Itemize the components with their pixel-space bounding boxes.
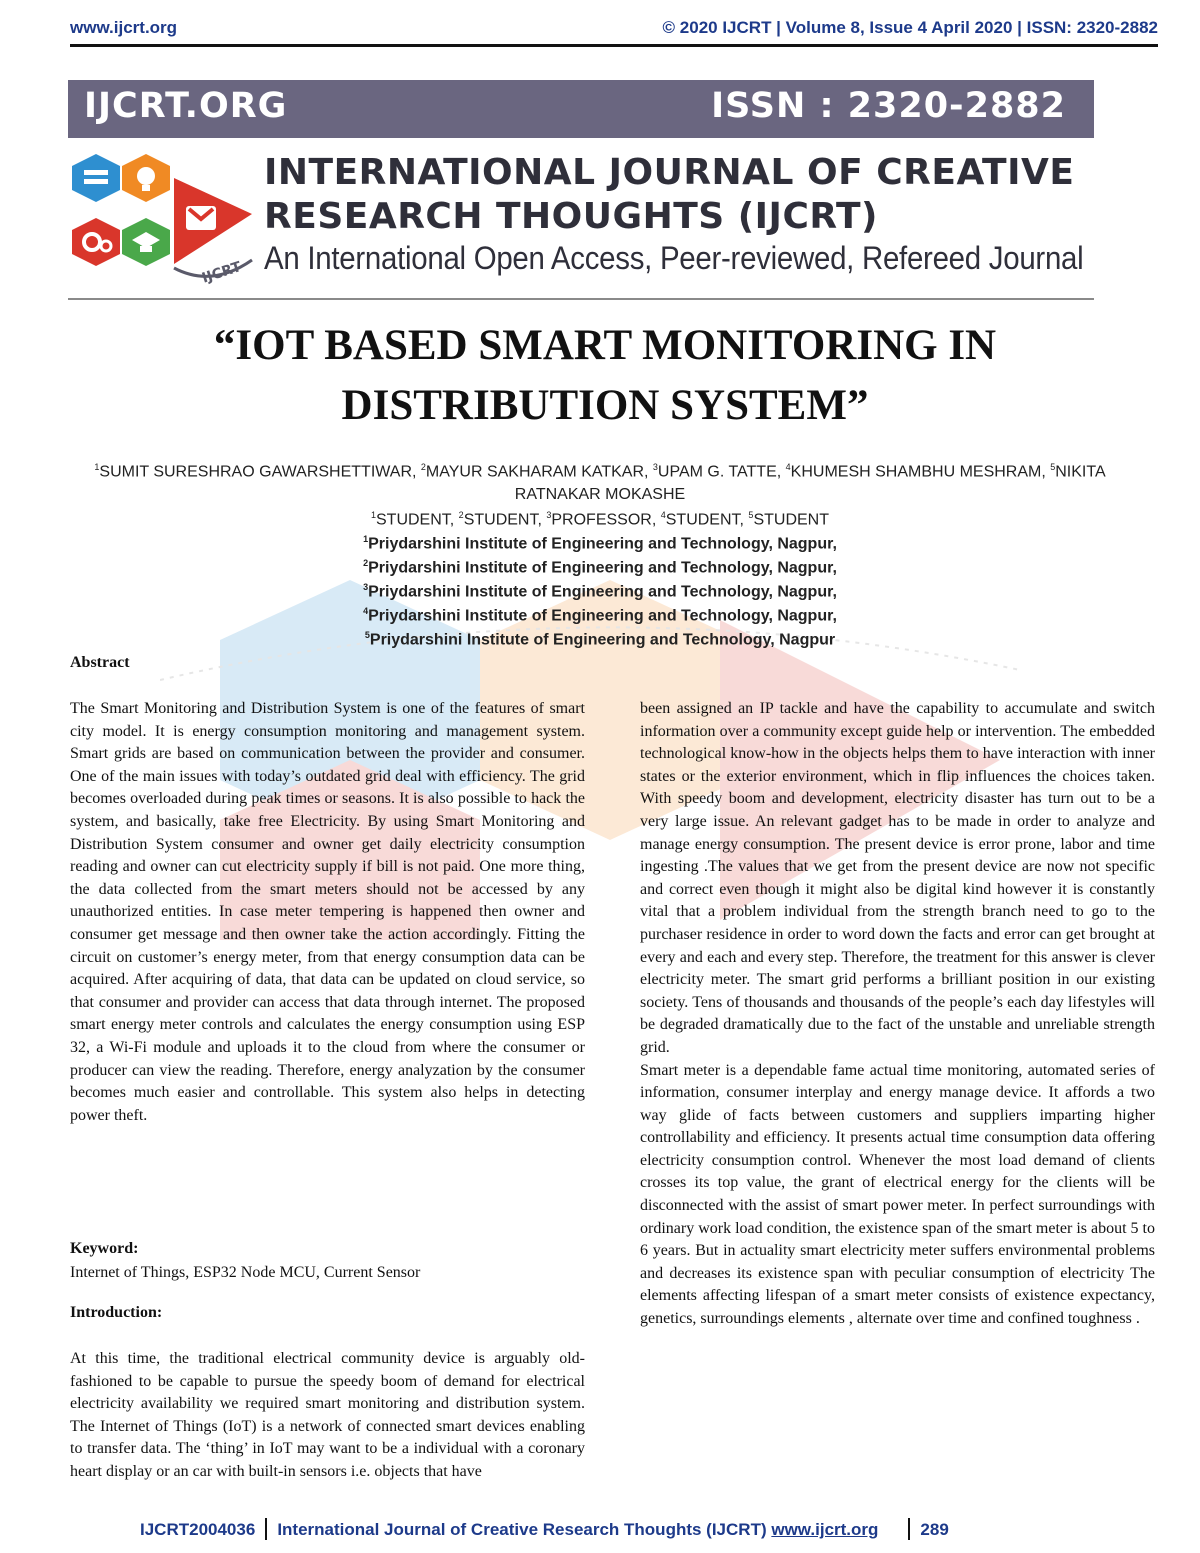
author-affiliation xyxy=(0,606,1200,625)
affiliation-number: 4 xyxy=(363,606,369,616)
author-role: STUDENT, xyxy=(665,511,749,529)
affiliation-text: Priydarshini Institute of Engineering and Technology, Nagpur, xyxy=(368,559,837,577)
author-name: UPAM G. TATTE, xyxy=(657,463,786,481)
footer-page-number: 289 xyxy=(920,1520,949,1539)
author-affiliation xyxy=(0,582,1200,601)
introduction-heading: Introduction: xyxy=(70,1304,163,1321)
page-footer xyxy=(140,1518,949,1540)
author-list xyxy=(0,462,1200,481)
affiliation-text: Priydarshini Institute of Engineering and Technology, Nagpur, xyxy=(368,535,837,553)
journal-name-line-1: INTERNATIONAL JOURNAL OF CREATIVE xyxy=(264,152,1075,193)
affiliation-number: 1 xyxy=(363,534,369,544)
journal-tagline: An International Open Access, Peer-reviewed, Refereed Journal xyxy=(264,240,1084,276)
author-number: 2 xyxy=(420,462,426,472)
header-site-url[interactable]: www.ijcrt.org xyxy=(70,18,178,37)
ijcrt-logo-icon xyxy=(62,148,262,288)
journal-name-line-2: RESEARCH THOUGHTS (IJCRT) xyxy=(264,196,878,237)
affiliation-text: Priydarshini Institute of Engineering and Technology, Nagpur, xyxy=(368,607,837,625)
smart-meter-paragraph: Smart meter is a dependable fame actual time monitoring, automated series of information, consumer interplay and energy manage device. It affords a two way glide of facts between customers and suppliers imparting higher controllability and efficiency. It presents actual time consumption data offering electricity consumption control. Whenever the most load demand of clients crosses its top value, the grant of electrical energy for the clients will be disconnected with the assist of smart power meter. In perfect surroundings with ordinary work load condition, the existence span of the smart meter is about 5 to 6 years. But in actuality smart electricity meter suffers environmental problems and decreases its existence span with peculiar consumption of electricity The elements affecting lifespan of a smart meter consists of existence expectancy, genetics, surroundings elements , alternate over time and confined toughness . xyxy=(640,1061,1155,1328)
author-name: NIKITA xyxy=(1055,463,1106,481)
author-role: STUDENT, xyxy=(463,511,547,529)
introduction-paragraph: At this time, the traditional electrical community device is arguably old-fashioned to be capable to pursue the speedy boom of demand for electrical electricity availability we required smart monitoring and distribution system. The Internet of Things (IoT) is a network of connected smart devices enabling to transfer data. The ‘thing’ in IoT may want to be a individual with a coronary heart display or an car with built-in sensors i.e. objects that have xyxy=(70,1350,585,1480)
footer-separator xyxy=(908,1518,910,1540)
author-number: 5 xyxy=(1050,462,1056,472)
affiliation-number: 2 xyxy=(363,558,369,568)
footer-journal-name: International Journal of Creative Research Thoughts (IJCRT) xyxy=(277,1520,767,1539)
role-number: 2 xyxy=(458,510,464,520)
footer-article-code: IJCRT2004036 xyxy=(140,1520,256,1539)
footer-separator xyxy=(265,1518,267,1540)
affiliation-number: 5 xyxy=(364,630,370,640)
banner-issn: ISSN : 2320-2882 xyxy=(711,86,1066,126)
author-affiliation xyxy=(0,558,1200,577)
author-name: KHUMESH SHAMBHU MESHRAM, xyxy=(790,463,1051,481)
author-affiliation xyxy=(0,630,1200,649)
paper-title xyxy=(0,316,1200,436)
author-role: PROFESSOR, xyxy=(551,511,661,529)
author-roles xyxy=(0,510,1200,529)
author-number: 4 xyxy=(785,462,791,472)
introduction-body-right xyxy=(640,698,1155,1331)
author-number: 1 xyxy=(94,462,100,472)
paper-title-line-2: DISTRIBUTION SYSTEM” xyxy=(341,382,869,429)
header-rule xyxy=(70,44,1158,47)
affiliation-text: Priydarshini Institute of Engineering and Technology, Nagpur, xyxy=(368,583,837,601)
introduction-paragraph: been assigned an IP tackle and have the capability to accumulate and switch information over a community except guide help or intervention. The embedded technological know-how in the objects helps them to have interaction with inner states or the exterior environment, which in flip influences the choices taken. With speedy boom and development, electricity disaster has turn out to be a very large issue. An relevant gadget has to be made in order to analyze and manage energy consumption. The present device is error prone, labor and time ingesting .The values that we get from the present device are now not specific and correct even though it might also be digital kind however it is constantly vital that a problem individual from the strength branch need to go to the purchaser residence in order to word down the facts and error can get brought at every and each and every step. Therefore, the treatment for this answer is clever electricity meter. The smart grid performs a brilliant position in our existing society. Tens of thousands and thousands of the people’s each day lifestyles will be degraded dramatically due to the fact of the unstable and unreliable strength grid. xyxy=(640,700,1155,1056)
author-number: 3 xyxy=(652,462,658,472)
author-affiliation xyxy=(0,534,1200,553)
role-number: 5 xyxy=(748,510,754,520)
introduction-body-left xyxy=(70,1348,585,1484)
abstract-body xyxy=(70,698,585,1127)
author-list-continued: RATNAKAR MOKASHE xyxy=(514,486,686,503)
footer-site-link[interactable]: www.ijcrt.org xyxy=(771,1520,879,1539)
role-number: 3 xyxy=(546,510,552,520)
affiliation-text: Priydarshini Institute of Engineering and Technology, Nagpur xyxy=(369,631,836,649)
abstract-heading: Abstract xyxy=(70,654,130,671)
role-number: 1 xyxy=(370,510,376,520)
author-name: MAYUR SAKHARAM KATKAR, xyxy=(425,463,653,481)
author-role: STUDENT xyxy=(753,511,829,529)
author-name: SUMIT SURESHRAO GAWARSHETTIWAR, xyxy=(99,463,421,481)
affiliation-number: 3 xyxy=(363,582,369,592)
keyword-list: Internet of Things, ESP32 Node MCU, Current Sensor xyxy=(70,1264,421,1281)
masthead-rule xyxy=(68,298,1094,300)
paper-title-line-1: “IOT BASED SMART MONITORING IN xyxy=(213,322,997,369)
logo-lettering: IJCRT xyxy=(200,258,244,287)
author-role: STUDENT, xyxy=(376,511,459,529)
header-citation: © 2020 IJCRT | Volume 8, Issue 4 April 2020 | ISSN: 2320-2882 xyxy=(662,18,1158,37)
banner-site-name: IJCRT.ORG xyxy=(84,86,288,126)
keyword-heading: Keyword: xyxy=(70,1240,139,1257)
abstract-paragraph: The Smart Monitoring and Distribution System is one of the features of smart city model. It is energy consumption monitoring and management system. Smart grids are based on communication between the provider and consumer. One of the main issues with today’s outdated grid deal with efficiency. The grid becomes overloaded during peak times or seasons. It is also possible to hack the system, and basically, take free Electricity. By using Smart Monitoring and Distribution System consumer and owner get daily electricity consumption reading and owner can cut electricity supply if bill is not paid. One more thing, the data collected from the smart meters should not be accessed by any unauthorized entities. In case meter tempering is happened then owner and consumer get message and then owner take the action accordingly. Fitting the circuit on customer’s energy meter, from that energy consumption data can be acquired. After acquiring of data, that data can be updated on cloud service, so that consumer and provider can access that data through internet. The proposed smart energy meter controls and calculates the energy consumption using ESP 32, a Wi-Fi module and uploads it to the cloud from where the consumer or producer can view the reading. Therefore, energy analyzation by the consumer becomes much easier and controllable. This system also helps in detecting power theft. xyxy=(70,700,585,1124)
role-number: 4 xyxy=(660,510,666,520)
